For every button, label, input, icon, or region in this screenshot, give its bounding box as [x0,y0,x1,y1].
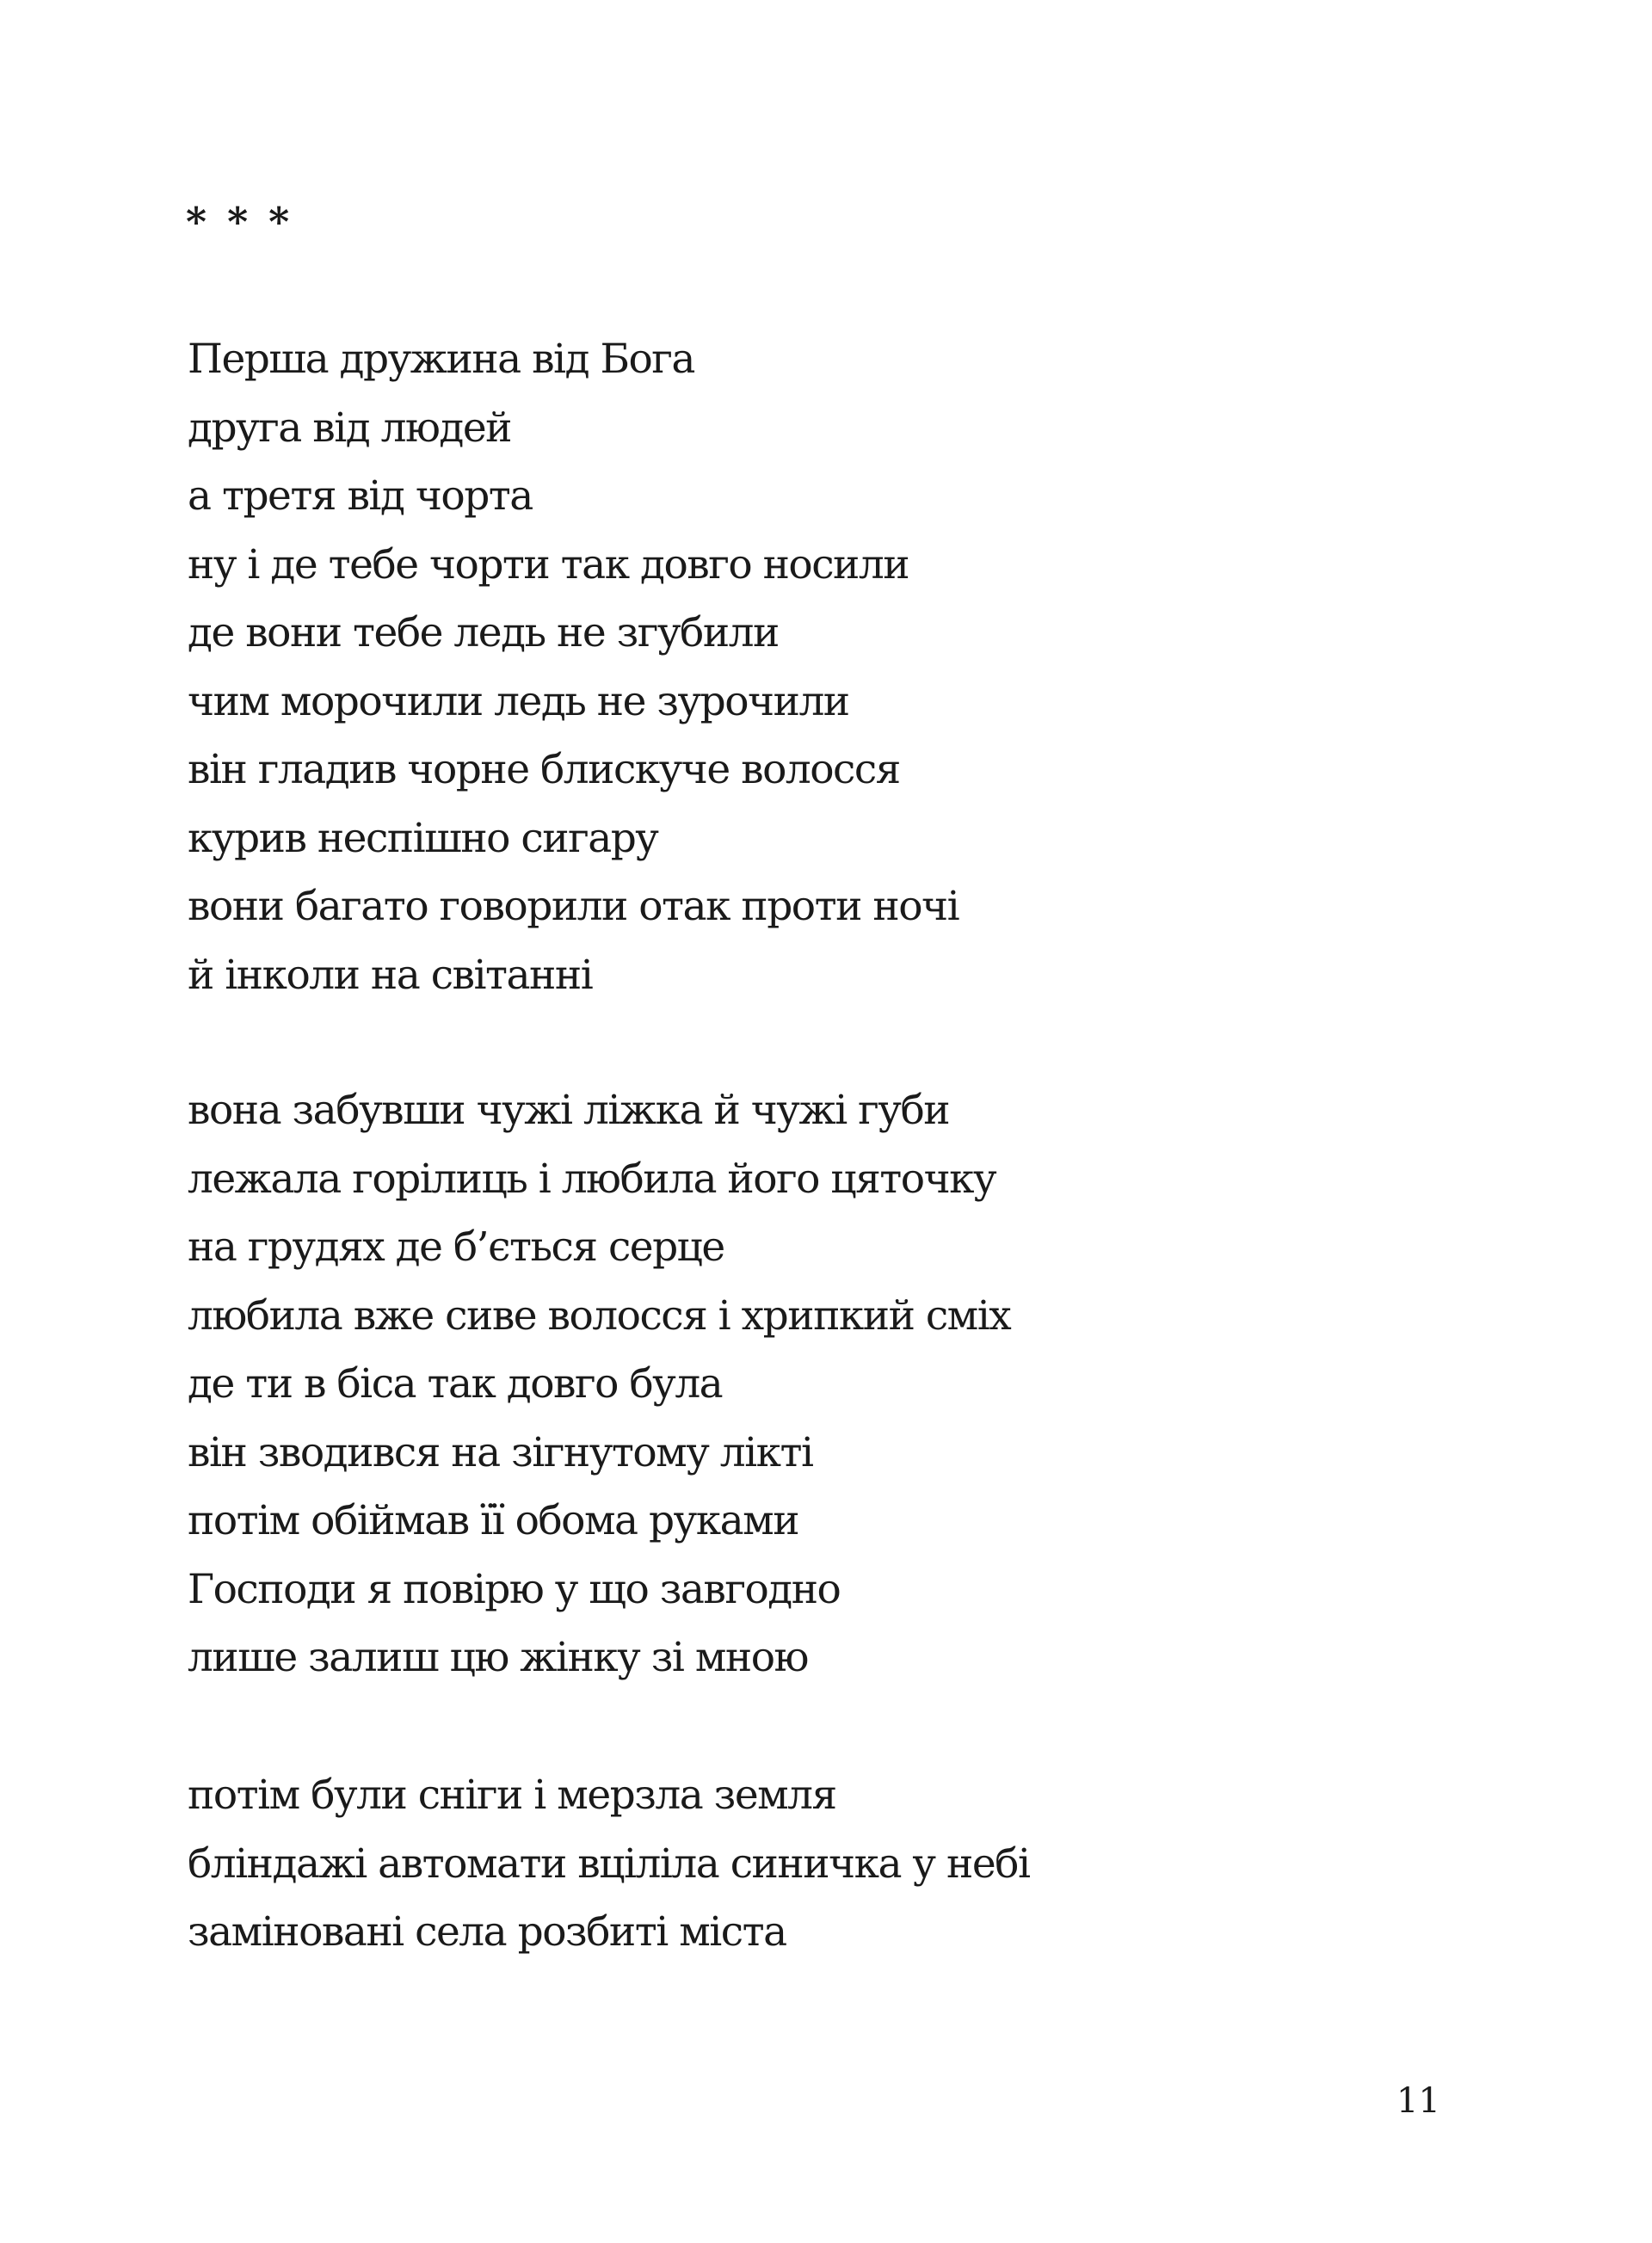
poem-line: де ти в біса так довго була [188,1360,723,1408]
poem-line: лише залиш цю жінку зі мною [188,1634,808,1681]
poem-line: де вони тебе ледь не згубили [188,609,779,656]
poem-line: й інколи на світанні [188,951,593,999]
poem-line: заміновані села розбиті міста [188,1908,786,1956]
poem-line: потім обіймав її обома руками [188,1497,799,1544]
poem-line: бліндажі автомати вціліла синичка у небі [188,1839,1030,1888]
poem-line: на грудях де б’ється серце [188,1223,724,1271]
poem-line: він зводився на зігнутому лікті [188,1428,813,1476]
poem-line: ну і де тебе чорти так довго носили [188,540,909,588]
poem-line: курив неспішно сигару [188,814,658,862]
poem-line: лежала горілиць і любила його цяточку [188,1155,996,1203]
poem-line: друга від людей [188,404,511,452]
stanza-1 [188,325,959,1009]
section-separator: * * * [186,199,293,245]
poem-line: вони багато говорили отак проти ночі [188,883,959,930]
poem-line: а третя від чорта [188,472,533,520]
page-number: 11 [1396,2081,1440,2121]
poem-line: Господи я повірю у що завгодно [188,1565,841,1613]
poem-line: Перша дружина від Бога [188,336,694,383]
stanza-3 [188,1761,1030,1967]
poem-line: вона забувши чужі ліжка й чужі губи [188,1087,950,1134]
poem-line: потім були сніги і мерзла земля [188,1772,836,1819]
stanza-2 [188,1076,1010,1692]
poem-line: чим морочили ледь не зурочили [188,677,849,725]
poem-line: він гладив чорне блискуче волосся [188,746,900,793]
poem-line: любила вже сиве волосся і хрипкий сміх [188,1291,1011,1340]
